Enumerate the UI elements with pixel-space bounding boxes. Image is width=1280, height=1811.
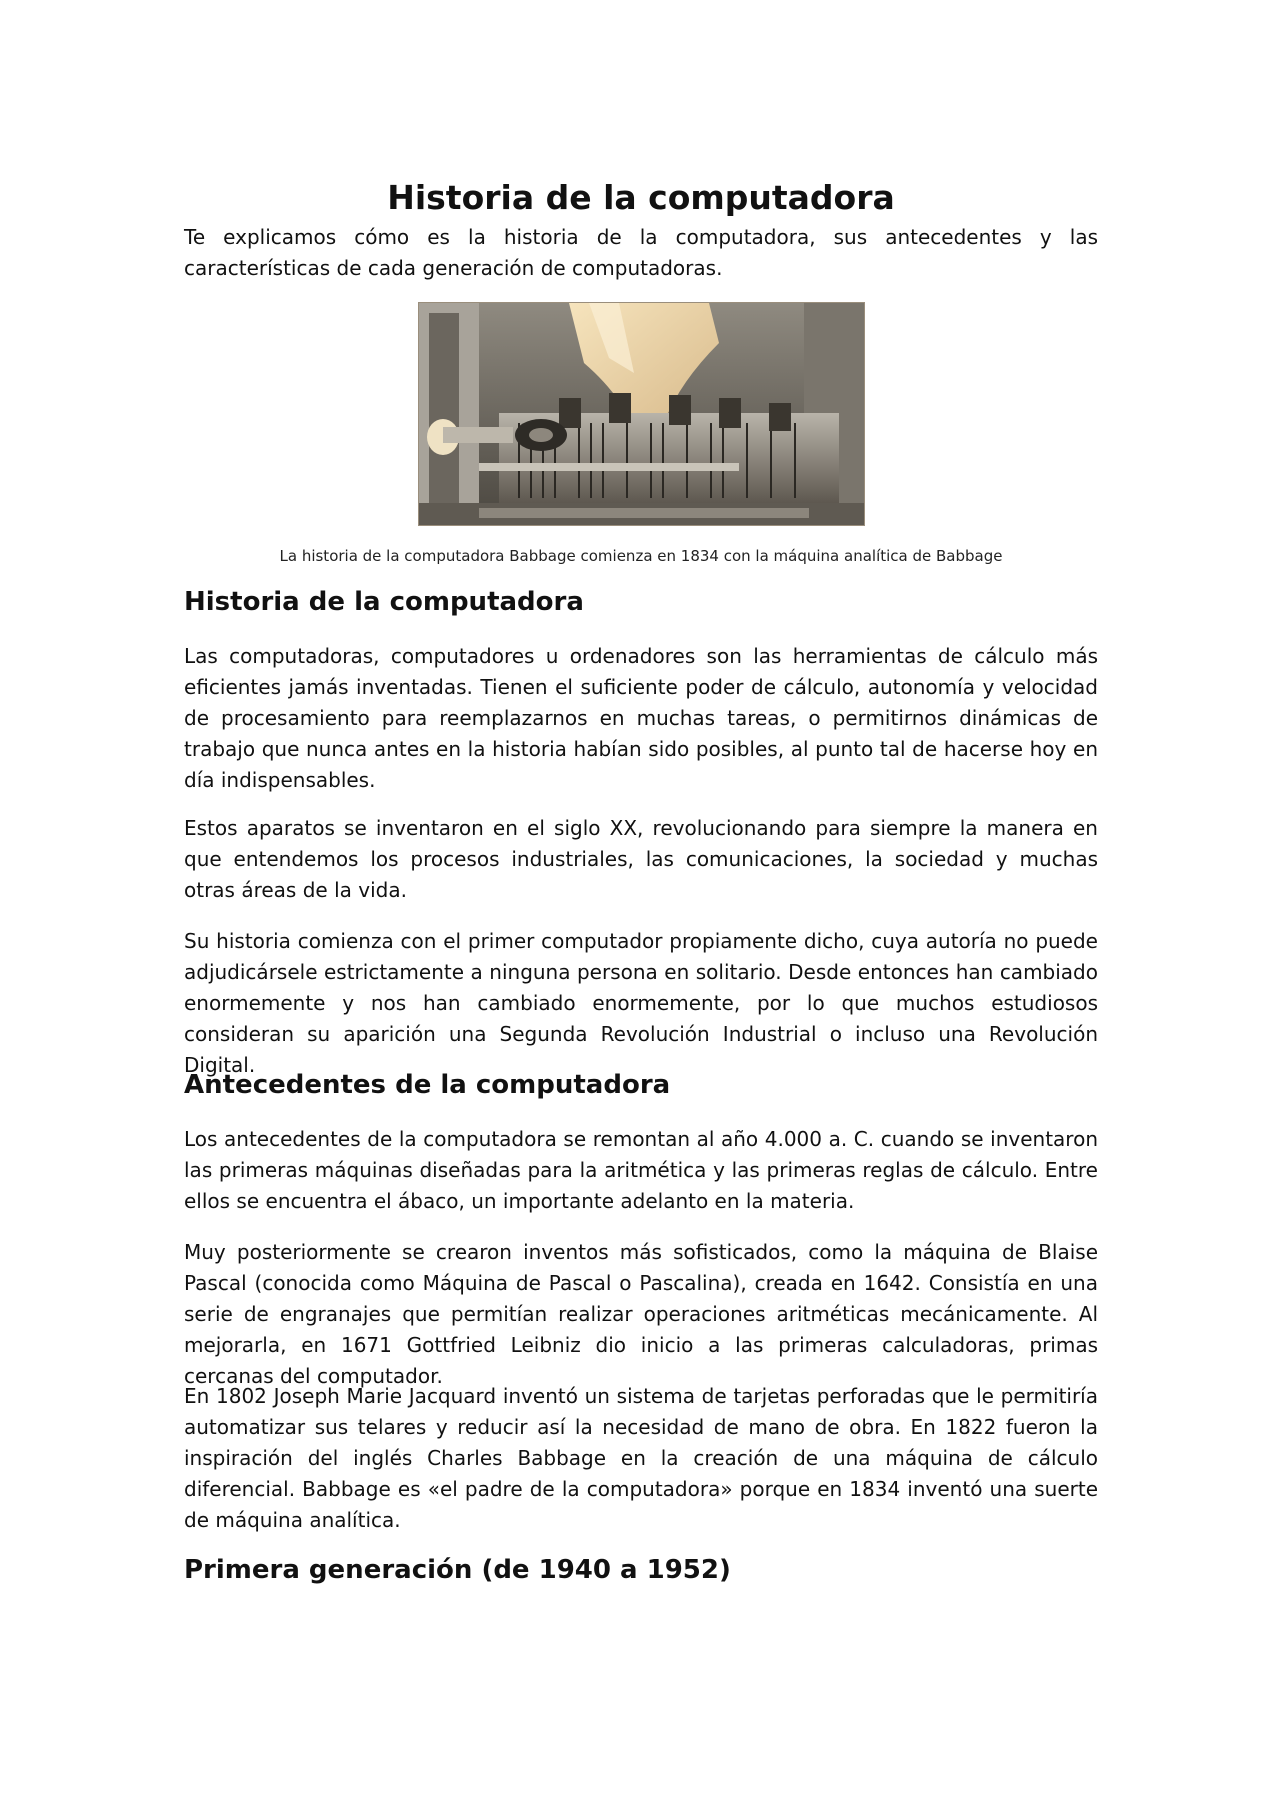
section-antecedentes-paragraph-1: Los antecedentes de la computadora se remontan al año 4.000 a. C. cuando se inventaron las primeras máquinas diseñadas para la aritmética y las primeras reglas de cálculo. Entre ellos se encuentra el ábaco, un importante adelanto en la materia.: [184, 1127, 1098, 1213]
machine-illustration: [419, 303, 864, 525]
babbage-machine-image: [418, 302, 865, 526]
figure-caption: La historia de la computadora Babbage comienza en 1834 con la máquina analítica de Babbage: [279, 547, 1003, 565]
section-historia-paragraph-3: Su historia comienza con el primer computador propiamente dicho, cuya autoría no puede adjudicársele estrictamente a ninguna persona en solitario. Desde entonces han cambiado enormemente y nos han cambiado enormemente, por lo que muchos estudiosos consideran su aparición una Segunda Revolución Industrial o incluso una Revolución Digital.: [184, 929, 1098, 1077]
section-heading-primera-generacion: Primera generación (de 1940 a 1952): [184, 1555, 731, 1585]
intro-paragraph: Te explicamos cómo es la historia de la computadora, sus antecedentes y las características de cada generación de computadoras.: [184, 225, 1098, 280]
section-antecedentes-paragraph-3: En 1802 Joseph Marie Jacquard inventó un sistema de tarjetas perforadas que le permitiría automatizar sus telares y reducir así la necesidad de mano de obra. En 1822 fueron la inspiración del inglés Charles Babbage en la creación de una máquina de cálculo diferencial. Babbage es «el padre de la computadora» porque en 1834 inventó una suerte de máquina analítica.: [184, 1384, 1098, 1532]
document-title: Historia de la computadora: [387, 178, 895, 218]
section-antecedentes-paragraph-2: Muy posteriormente se crearon inventos más sofisticados, como la máquina de Blaise Pascal (conocida como Máquina de Pascal o Pascalina), creada en 1642. Consistía en una serie de engranajes que permitían realizar operaciones aritméticas mecánicamente. Al mejorarla, en 1671 Gottfried Leibniz dio inicio a las primeras calculadoras, primas cercanas del computador.: [184, 1240, 1098, 1388]
section-heading-antecedentes: Antecedentes de la computadora: [184, 1070, 671, 1100]
section-heading-historia: Historia de la computadora: [184, 587, 584, 617]
section-historia-paragraph-1: Las computadoras, computadores u ordenadores son las herramientas de cálculo más eficientes jamás inventadas. Tienen el suficiente poder de cálculo, autonomía y velocidad de procesamiento para reemplazarnos en muchas tareas, o permitirnos dinámicas de trabajo que nunca antes en la historia habían sido posibles, al punto tal de hacerse hoy en día indispensables.: [184, 644, 1098, 792]
section-historia-paragraph-2: Estos aparatos se inventaron en el siglo XX, revolucionando para siempre la manera en que entendemos los procesos industriales, las comunicaciones, la sociedad y muchas otras áreas de la vida.: [184, 816, 1098, 902]
